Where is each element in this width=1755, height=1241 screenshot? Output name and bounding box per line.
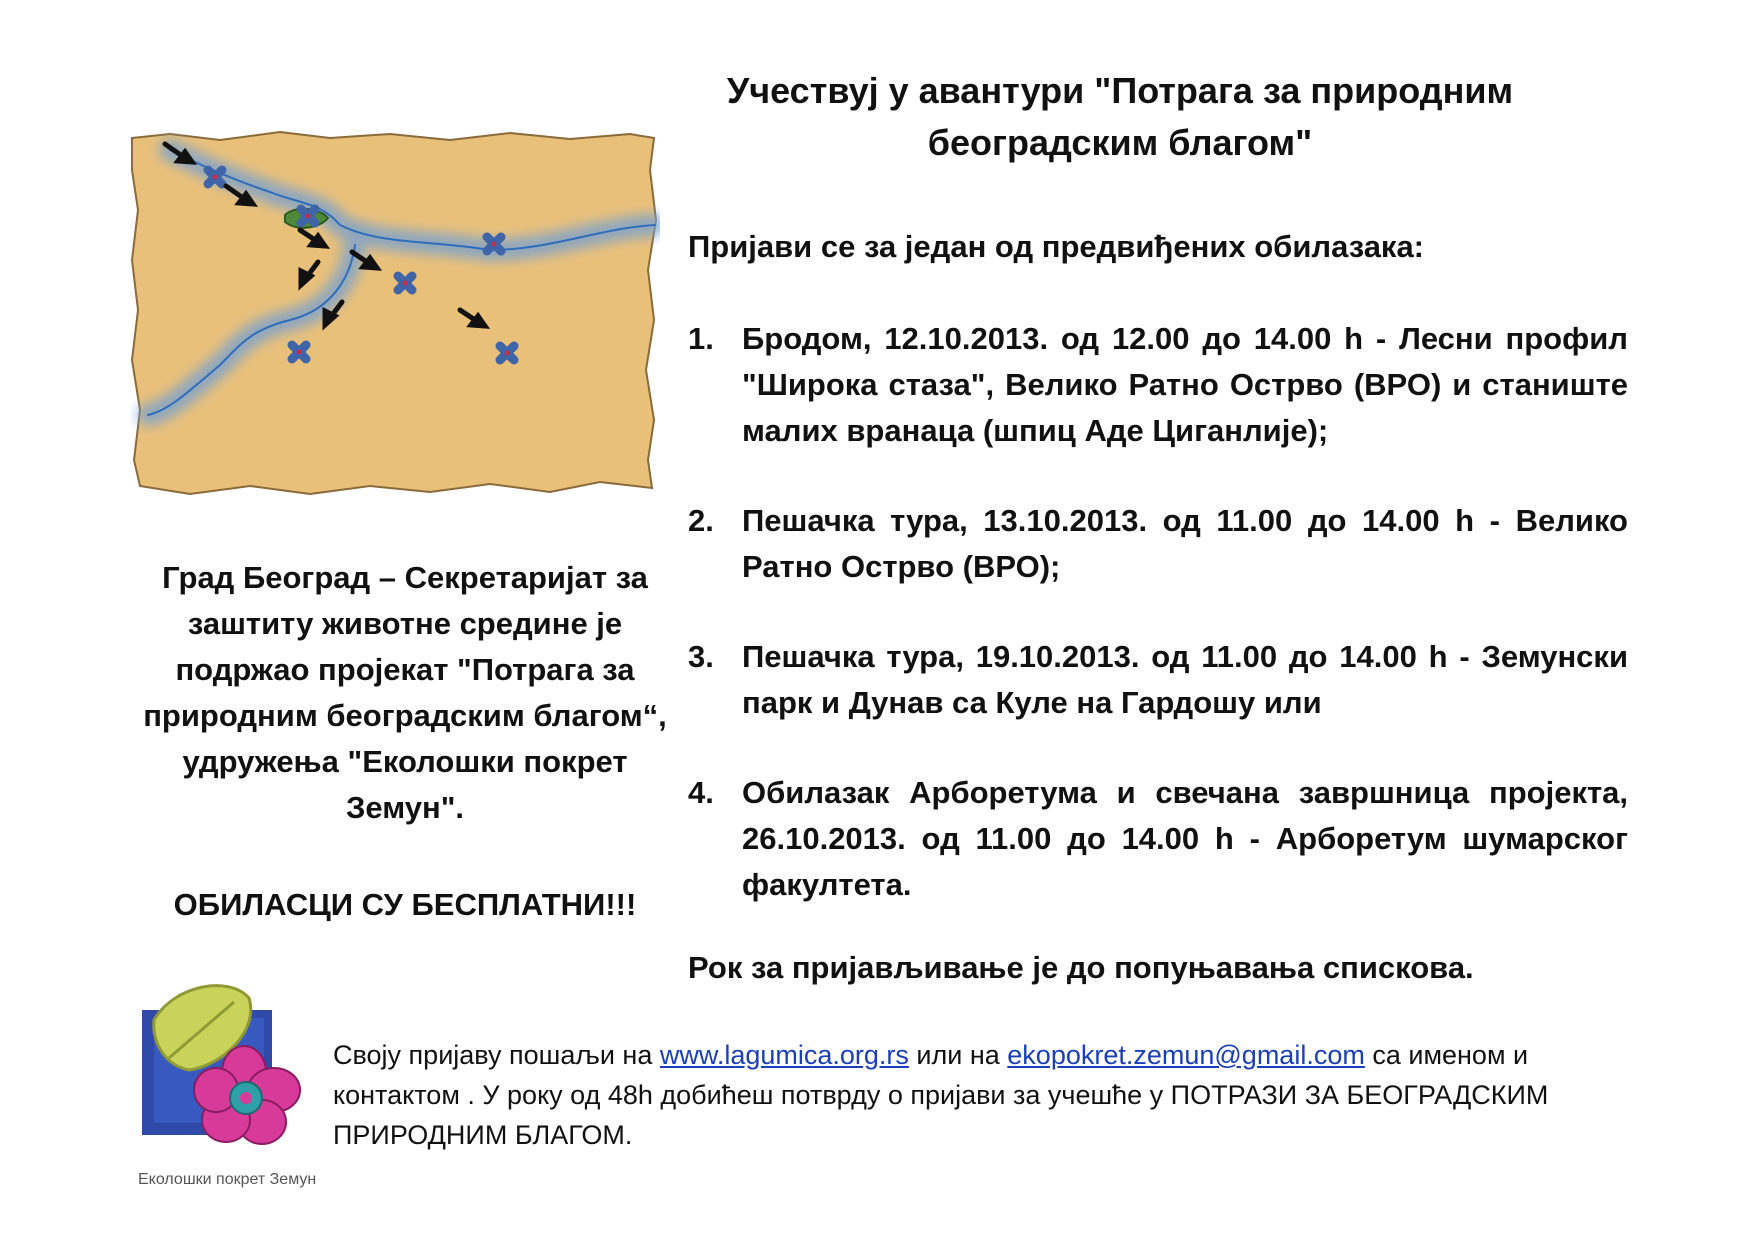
tour-number: 4. [688,775,714,810]
project-description: Град Београд – Секретаријат за заштиту животне средине је подржао пројекат "Потрага за природним београдским благом“, удружења "Еколошки покрет Земун". [143,560,667,825]
contact-info [333,1035,1633,1155]
tour-text: Бродом, 12.10.2013. од 12.00 до 14.00 h - Лесни профил "Широка стаза", Велико Ратно Острво (ВРО) и станиште малих вранаца (шпиц Аде Циганлије); [742,321,1628,448]
contact-text-1: Своју пријаву пошаљи на [333,1040,660,1070]
logo-caption: Еколошки покрет Земун [138,1171,317,1188]
page-title [690,65,1550,169]
tour-number: 3. [688,639,714,674]
title-line-1: Учествуј у авантури "Потрага за природним [726,70,1514,111]
tour-text: Пешачка тура, 19.10.2013. од 11.00 до 14.00 h - Земунски парк и Дунав са Куле на Гардошу или [742,639,1628,720]
tours-list [688,316,1628,908]
contact-text-3: са именом и контактом . У року од 48h добићеш потврду о пријави за учешће у ПОТРАЗИ ЗА БЕОГРАДСКИМ ПРИРОДНИМ БЛАГОМ. [333,1040,1549,1150]
tour-text: Пешачка тура, 13.10.2013. од 11.00 до 14.00 h - Велико Ратно Острво (ВРО); [742,503,1628,584]
list-item [688,316,1628,454]
tour-number: 2. [688,503,714,538]
free-notice: ОБИЛАСЦИ СУ БЕСПЛАТНИ!!! [173,887,637,922]
registration-deadline: Рок за пријављивање је до попуњавања спискова. [688,950,1474,985]
tours-intro: Пријави се за један од предвиђених обилазака: [688,229,1425,264]
list-item [688,634,1628,726]
email-link[interactable]: ekopokret.zemun@gmail.com [1007,1040,1365,1070]
website-link[interactable]: www.lagumica.org.rs [659,1040,909,1070]
contact-text-2: или на [908,1040,1008,1070]
flower-leaf-logo-icon [134,980,314,1150]
list-item [688,498,1628,590]
list-item [688,770,1628,908]
title-line-2: београдским благом" [927,122,1313,163]
tour-text: Обилазак Арборетума и свечана завршница пројекта, 26.10.2013. од 11.00 до 14.00 h - Арборетум шумарског факултета. [742,775,1628,902]
treasure-map [130,130,660,500]
tour-number: 1. [688,321,714,356]
